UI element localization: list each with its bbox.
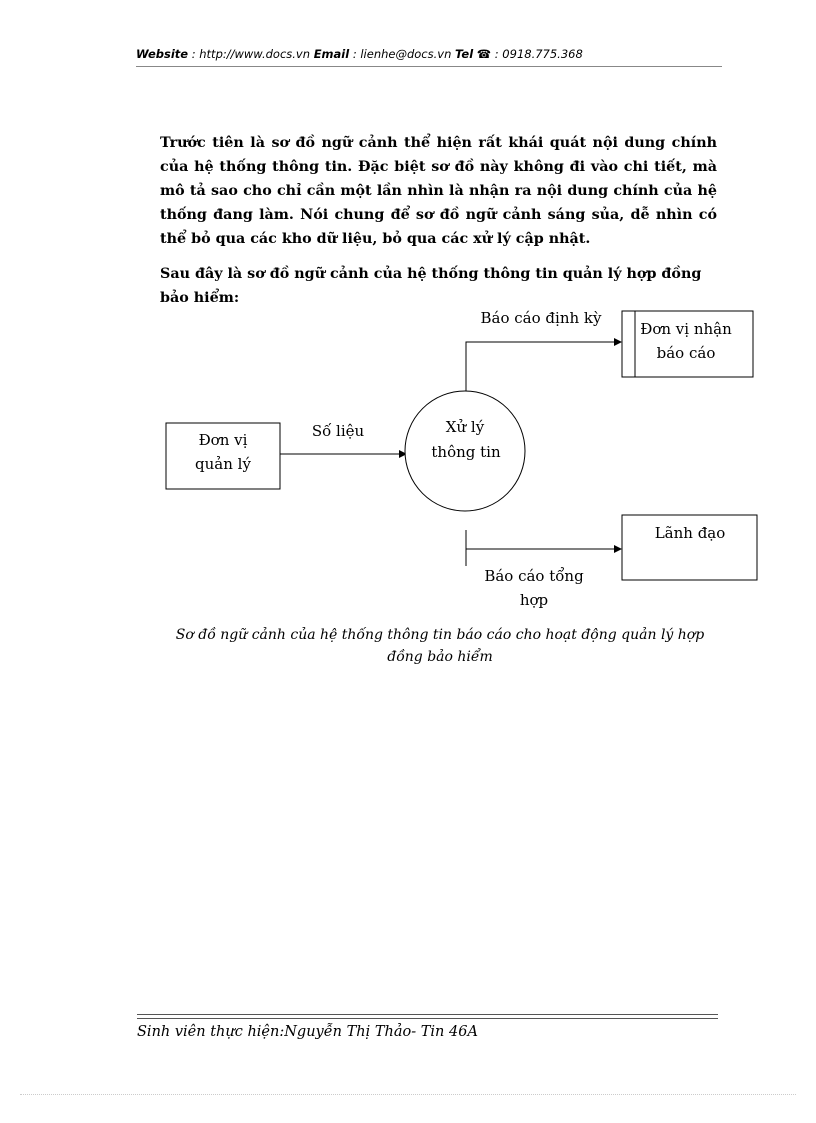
- telephone-icon: ☎: [476, 47, 492, 61]
- diagram-caption: [150, 624, 730, 668]
- diagram-intro-paragraph: Sau đây là sơ đồ ngữ cảnh của hệ thống thông tin quản lý hợp đồng bảo hiểm:: [160, 266, 702, 306]
- receiver-entity-label-line2: báo cáo: [656, 344, 716, 362]
- periodic-report-flow-arrow: [466, 342, 621, 391]
- summary-report-flow-label-line1: Báo cáo tổng: [484, 567, 584, 585]
- source-entity-label-line2: quản lý: [195, 455, 251, 473]
- input-flow-label: Số liệu: [311, 422, 365, 440]
- footer-divider-top: [137, 1014, 718, 1015]
- website-url[interactable]: : http://www.docs.vn: [188, 47, 314, 61]
- source-entity-label-line1: Đơn vị: [198, 431, 248, 449]
- receiver-entity-label-line1: Đơn vị nhận: [640, 320, 732, 338]
- caption-line1: Sơ đồ ngữ cảnh của hệ thống thông tin báo cáo cho hoạt động quản lý hợp: [175, 627, 705, 643]
- email-label: Email: [313, 47, 350, 61]
- tel-number: : 0918.775.368: [491, 47, 583, 61]
- footer-divider-bottom: [137, 1018, 718, 1019]
- email-address[interactable]: : lienhe@docs.vn: [349, 47, 456, 61]
- periodic-report-flow-label: Báo cáo định kỳ: [480, 309, 602, 327]
- summary-report-flow-label-line2: hợp: [519, 591, 549, 609]
- intro-paragraph: Trước tiên là sơ đồ ngữ cảnh thể hiện rất khái quát nội dung chính của hệ thống thông tin. Đặc biệt sơ đồ này không đi vào chi tiết, mà mô tả sao cho chỉ cần một lần nhìn là nhận ra nội dung chính của hệ thống đang làm. Nói chung để sơ đồ ngữ cảnh sáng sủa, dễ nhìn có thể bỏ qua các kho dữ liệu, bỏ qua các xử lý cập nhật.: [160, 135, 717, 247]
- caption-line2: đồng bảo hiểm: [387, 649, 493, 665]
- page-bottom-edge: [20, 1094, 796, 1095]
- website-label: Website: [136, 47, 189, 61]
- leader-entity-label: Lãnh đạo: [654, 524, 726, 542]
- process-label-line2: thông tin: [431, 443, 501, 461]
- process-label-line1: Xử lý: [445, 418, 485, 436]
- page-footer: Sinh viên thực hiện:Nguyễn Thị Thảo- Tin 46A: [137, 1024, 478, 1040]
- tel-label: Tel: [455, 47, 474, 61]
